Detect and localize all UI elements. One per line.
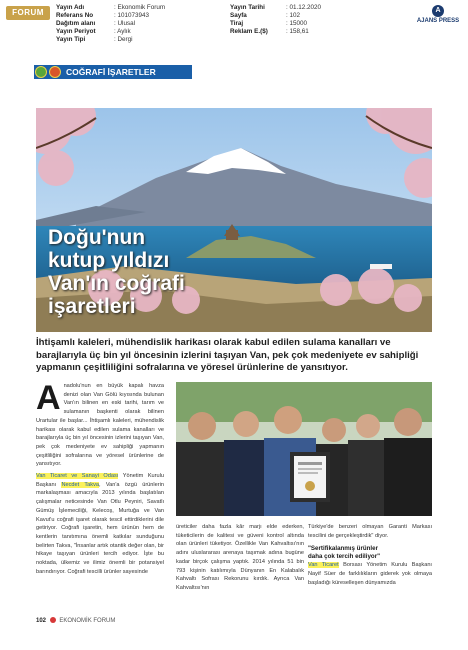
footer-brand: EKONOMİK [59, 618, 92, 624]
body-text: Borsası Yönetim Kurulu Başkanı Nayif Süer de farklılıkların giderek yok olmaya başladığı küreselleşen dünyamızda [308, 562, 432, 586]
highlighted-name: Necdet Takva [61, 481, 99, 488]
lake-van-photo [36, 108, 432, 332]
meta-row: Reklam E.($) : 158,61 [230, 28, 309, 35]
section-title: COĞRAFİ İŞARETLER [66, 67, 156, 77]
headline-line: Doğu'nun [48, 226, 146, 249]
highlighted-org: Van Ticaret [308, 562, 339, 569]
section-band [6, 65, 192, 79]
meta-row: Yayın Tarihi : 01.12.2020 [230, 4, 322, 11]
meta-row: Sayfa : 102 [230, 12, 301, 19]
highlighted-org: Van Ticaret ve Sanayi Odası [36, 473, 119, 480]
article-headline [48, 226, 248, 318]
certificate-ceremony-photo [176, 382, 432, 516]
page-footer [36, 617, 115, 625]
band-icon-area [6, 65, 34, 79]
people-illustration [176, 382, 432, 516]
body-paragraph: Türkiye'de benzeri olmayan Garanti Markası tescilini de gerçekleştirdik" diyor. [308, 524, 432, 539]
footer-brand: FORUM [93, 618, 116, 624]
meta-row: Tiraj : 15000 [230, 20, 308, 27]
meta-row: Referans No : 101073943 [56, 12, 150, 19]
meta-right [230, 4, 321, 36]
geo-indication-badge-icon [49, 66, 61, 78]
page-number: 102 [36, 618, 47, 624]
forum-logo-icon [50, 617, 56, 623]
headline-line: Van'ın coğrafi [48, 272, 185, 295]
geo-indication-badge-icon [35, 66, 47, 78]
publication-logo: FORUM [6, 6, 50, 20]
meta-row: Yayın Tipi : Dergi [56, 36, 133, 43]
body-column-3 [308, 523, 432, 588]
article-lead: İhtişamlı kaleleri, mühendislik harikası olarak kabul edilen sulama kanalları ve barajlarıyla üç bin yıl öncesinin izlerini taşıyan Van, pek çok medeniyete ev sahipliği yapmanın çeşitliliğini sofralarına ve yöresel ürünlerine de yansıtıyor. [36, 337, 419, 373]
body-text: , Van'a özgü ürünlerin markalaşması amacıyla 2013 yılında başlatılan çalışmalar neticesinde Van Otlu Peyniri, Savatlı Gümüş İşlemeciliği, Kelecoş, Murtuğa ve Van Kavut'u coğrafi işaret olarak tescil ettirdiklerini dile getiriyor. Coğrafi işaretin, hem ürünün hem de kentlerin tanıtımına önemli katkılar sunduğunu belirten Takva, "İnsanlar artık otantik değer olan, bir hikaye taşıyan ürünleri tercih ediyor. İşte bu noktada, ülkemiz ve ilimiz önemli bir potansiyel barındırıyor. Coğrafi tescilli ürünler sayesinde [36, 481, 164, 575]
body-paragraph: nadolu'nun en büyük kapalı havza denizi olan Van Gölü kıyısında bulunan Van'ın bilinen en eski tarihi, tarım ve sulamanın başkenti olarak bilinen Urartular ile başlar... İhtişamlı kaleleri, mühendislik harikası olarak kabul edilen sulama kanalları ve barajlarıyla üç bin yıl öncesinin izlerini taşıyan Van, pek çok medeniyete ev sahipliği yapmanın çeşitliliğini sofralarına ve yöresel ürünlerine de yansıtıyor. [36, 383, 164, 468]
drop-cap: A [36, 379, 61, 417]
body-paragraph [36, 472, 164, 576]
agency-logo [414, 5, 462, 24]
body-text: Yönetim Kurulu Başkanı [36, 473, 164, 488]
meta-left [56, 4, 165, 44]
agency-mark-icon: A [432, 5, 444, 17]
subheading-line: "Sertifikalanmış ürünler [308, 545, 378, 553]
meta-row: Dağıtım alanı : Ulusal [56, 20, 135, 27]
body-column-1 [36, 379, 164, 576]
body-paragraph [308, 561, 432, 587]
agency-name: AJANS PRESS [416, 18, 460, 24]
headline-line: kutup yıldızı [48, 249, 170, 272]
body-column-2: üreticiler daha fazla kâr marjı elde ederken, tüketicilerin de kalitesi ve güveni kontrol altında olan ürünleri tüketiyor. Özellikle Van Kahvaltısı'nın adını uluslararası arenaya taşımak adına bugüne kadar birçok çalışma yaptık. 2014 yılında 51 bin 793 kişinin katılımıyla Dünyanın En Kalabalık Kahvaltı Sofrası Rekorunu kırdık. Ayrıca Van Kahvaltısı'nın [176, 524, 304, 591]
meta-row: Yayın Periyot : Aylık [56, 28, 131, 35]
subheading [308, 545, 432, 561]
meta-row: Yayın Adı : Ekonomik Forum [56, 4, 166, 11]
headline-line: işaretleri [48, 295, 136, 318]
subheading-line: daha çok tercih ediliyor" [308, 553, 381, 561]
clipping-header [0, 0, 468, 50]
